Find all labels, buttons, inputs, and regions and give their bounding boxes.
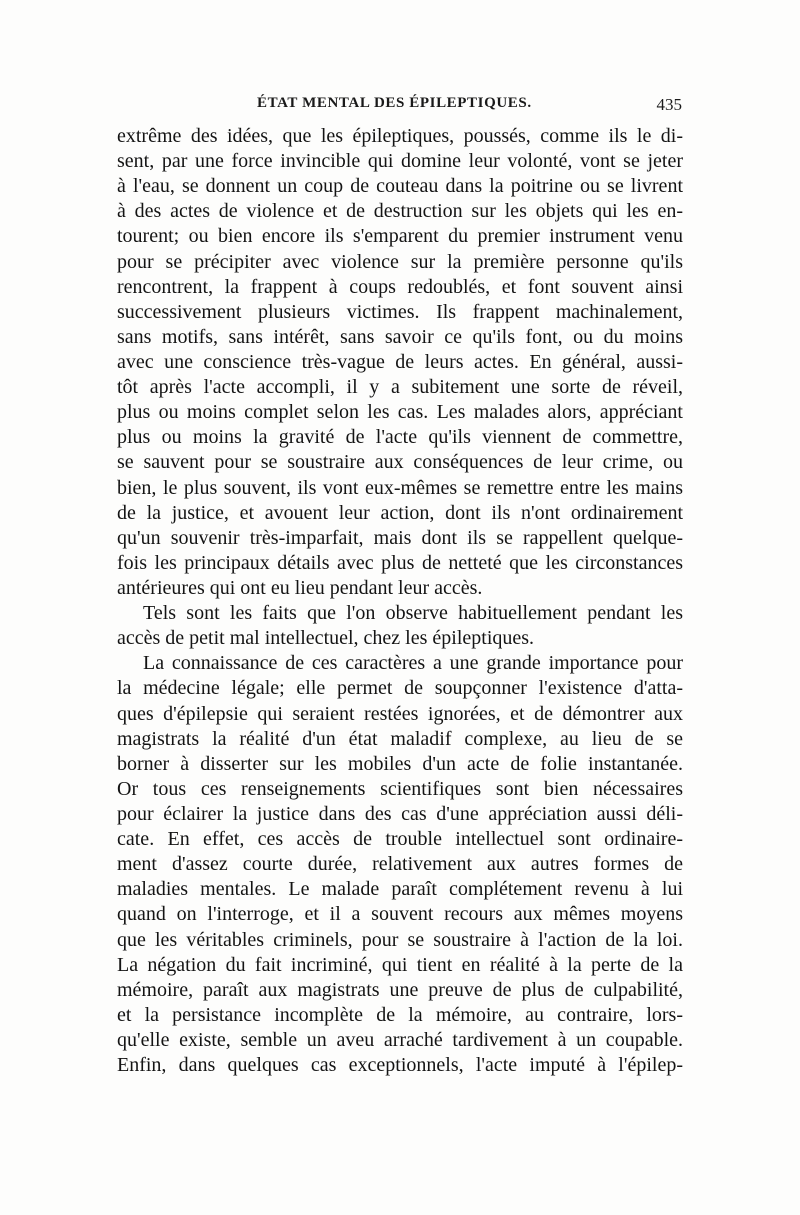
text-line: qu'elle existe, semble un aveu arraché tardivement à un coupable. [117, 1028, 683, 1051]
text-line: tourent; ou bien encore ils s'emparent du premier instrument venu [117, 225, 683, 248]
text-line: avec une conscience très-vague de leurs actes. En général, aussi- [117, 350, 683, 373]
running-head [117, 95, 682, 119]
text-line: La négation du fait incriminé, qui tient en réalité à la perte de la [117, 953, 683, 976]
text-line: accès de petit mal intellectuel, chez les épileptiques. [117, 627, 535, 650]
text-line: fois les principaux détails avec plus de netteté que les circonstances [117, 551, 683, 574]
text-line: de la justice, et avouent leur action, dont ils n'ont ordinairement [117, 501, 683, 524]
text-line: à des actes de violence et de destruction sur les objets qui les en- [117, 200, 683, 223]
text-line: antérieures qui ont eu lieu pendant leur accès. [117, 576, 483, 599]
text-line: se sauvent pour se soustraire aux conséquences de leur crime, ou [117, 451, 683, 474]
text-line: Enfin, dans quelques cas exceptionnels, l'acte imputé à l'épilep- [117, 1054, 683, 1077]
text-line: qu'un souvenir très-imparfait, mais dont ils se rappellent quelque- [117, 526, 683, 549]
paragraph [117, 601, 683, 651]
paragraph [117, 651, 683, 1078]
paragraph [117, 124, 683, 601]
text-line: plus ou moins la gravité de l'acte qu'ils viennent de commettre, [117, 426, 683, 449]
text-line: successivement plusieurs victimes. Ils frappent machinalement, [117, 300, 683, 323]
text-line: pour se précipiter avec violence sur la première personne qu'ils [117, 250, 683, 273]
text-line: Tels sont les faits que l'on observe habituellement pendant les [143, 602, 683, 625]
text-line: Or tous ces renseignements scientifiques sont bien nécessaires [117, 777, 683, 800]
text-line: que les véritables criminels, pour se soustraire à l'action de la loi. [117, 928, 683, 951]
page-number: 435 [656, 95, 682, 114]
text-line: magistrats la réalité d'un état maladif complexe, au lieu de se [117, 727, 683, 750]
text-line: maladies mentales. Le malade paraît complétement revenu à lui [117, 878, 683, 901]
text-line: cate. En effet, ces accès de trouble intellectuel sont ordinaire- [117, 828, 683, 851]
text-line: à l'eau, se donnent un coup de couteau dans la poitrine ou se livrent [117, 175, 683, 198]
text-line: La connaissance de ces caractères a une grande importance pour [143, 652, 683, 675]
running-title: ÉTAT MENTAL DES ÉPILEPTIQUES. [257, 95, 532, 111]
text-line: sans motifs, sans intérêt, sans savoir ce qu'ils font, ou du moins [117, 325, 683, 348]
text-line: extrême des idées, que les épileptiques, poussés, comme ils le di- [117, 125, 683, 147]
text-line: sent, par une force invincible qui domine leur volonté, vont se jeter [117, 150, 683, 173]
text-line: tôt après l'acte accompli, il y a subitement une sorte de réveil, [117, 376, 683, 399]
text-line: bien, le plus souvent, ils vont eux-mêmes se remettre entre les mains [117, 476, 683, 499]
text-line: rencontrent, la frappent à coups redoublés, et font souvent ainsi [117, 275, 683, 298]
text-line: la médecine légale; elle permet de soupçonner l'existence d'atta- [117, 677, 683, 700]
body-text [117, 124, 683, 1078]
text-line: et la persistance incomplète de la mémoire, au contraire, lors- [117, 1003, 683, 1026]
text-line: quand on l'interroge, et il a souvent recours aux mêmes moyens [117, 903, 683, 926]
text-line: plus ou moins complet selon les cas. Les malades alors, appréciant [117, 401, 683, 424]
text-line: mémoire, paraît aux magistrats une preuve de plus de culpabilité, [117, 978, 683, 1001]
text-line: pour éclairer la justice dans des cas d'une appréciation aussi déli- [117, 802, 683, 825]
text-line: ques d'épilepsie qui seraient restées ignorées, et de démontrer aux [117, 702, 683, 725]
text-line: ment d'assez courte durée, relativement aux autres formes de [117, 853, 683, 876]
text-line: borner à disserter sur les mobiles d'un acte de folie instantanée. [117, 752, 683, 775]
